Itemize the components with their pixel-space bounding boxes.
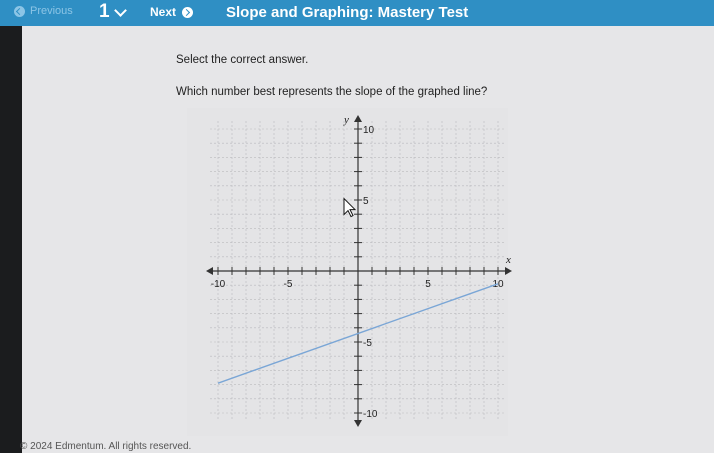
next-button[interactable] — [150, 5, 193, 19]
previous-button[interactable] — [14, 5, 73, 17]
x-tick-label: 5 — [425, 279, 431, 290]
y-axis-arrow-up-icon — [354, 115, 362, 122]
top-navigation-bar — [0, 0, 714, 26]
y-axis-arrow-down-icon — [354, 420, 362, 427]
x-axis-arrow-left-icon — [206, 267, 213, 275]
instruction-text: Select the correct answer. — [176, 54, 309, 66]
x-axis-arrow-right-icon — [505, 267, 512, 275]
chevron-down-icon — [114, 4, 127, 17]
question-number: 1 — [99, 1, 110, 22]
x-tick-label: 10 — [492, 279, 504, 290]
y-tick-label: -5 — [363, 338, 372, 349]
previous-arrow-icon — [14, 6, 25, 17]
copyright-footer: © 2024 Edmentum. All rights reserved. — [20, 441, 192, 452]
y-axis-label: y — [344, 114, 349, 126]
x-tick-label: -10 — [210, 279, 226, 290]
question-prompt: Which number best represents the slope of the graphed line? — [176, 86, 488, 98]
y-tick-label: 5 — [363, 196, 369, 207]
graph-svg — [187, 108, 511, 436]
mouse-cursor-icon — [344, 199, 355, 217]
previous-label: Previous — [30, 5, 73, 17]
question-panel — [22, 26, 714, 453]
next-arrow-icon — [182, 7, 193, 18]
next-label: Next — [150, 5, 177, 19]
coordinate-graph — [187, 108, 511, 436]
x-tick-label: -5 — [283, 279, 293, 290]
y-tick-label: 10 — [363, 125, 375, 136]
question-number-dropdown[interactable] — [99, 1, 125, 23]
y-tick-label: -10 — [363, 409, 378, 420]
x-axis-label: x — [506, 254, 511, 266]
test-title: Slope and Graphing: Mastery Test — [226, 4, 469, 21]
